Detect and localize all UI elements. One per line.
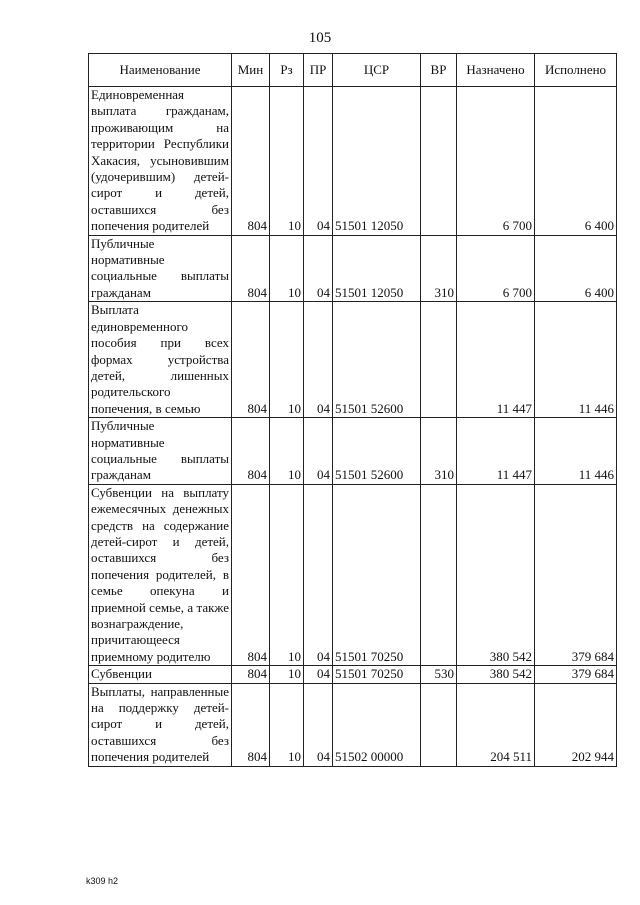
table-row (89, 87, 617, 236)
header-csr: ЦСР (333, 54, 421, 87)
header-pr: ПР (304, 54, 333, 87)
row-min: 804 (232, 235, 270, 302)
row-assigned: 380 542 (457, 666, 535, 683)
row-min: 804 (232, 683, 270, 766)
row-vr (421, 87, 457, 236)
row-vr: 310 (421, 418, 457, 485)
row-pr: 04 (304, 484, 333, 665)
table-row (89, 235, 617, 302)
row-csr: 51501 52600 (333, 302, 421, 418)
row-pr: 04 (304, 87, 333, 236)
row-rz: 10 (270, 484, 304, 665)
row-rz: 10 (270, 683, 304, 766)
row-executed: 11 446 (535, 418, 617, 485)
row-min: 804 (232, 302, 270, 418)
row-csr: 51501 12050 (333, 87, 421, 236)
row-vr: 530 (421, 666, 457, 683)
row-executed: 379 684 (535, 666, 617, 683)
row-executed: 6 400 (535, 87, 617, 236)
row-csr: 51501 52600 (333, 418, 421, 485)
row-assigned: 6 700 (457, 235, 535, 302)
row-rz: 10 (270, 418, 304, 485)
row-name: Публичные нормативные социальные выплаты гражданам (89, 418, 232, 485)
row-executed: 11 446 (535, 302, 617, 418)
row-assigned: 6 700 (457, 87, 535, 236)
row-executed: 6 400 (535, 235, 617, 302)
header-min: Мин (232, 54, 270, 87)
header-rz: Рз (270, 54, 304, 87)
row-csr: 51502 00000 (333, 683, 421, 766)
row-assigned: 11 447 (457, 418, 535, 485)
row-rz: 10 (270, 235, 304, 302)
row-min: 804 (232, 484, 270, 665)
table-row (89, 302, 617, 418)
row-name: Субвенции на выплату ежемесячных денежных средств на содержание детей-сирот и детей, оставшихся без попечения родителей, в семье опекуна и приемной семье, а также вознаграждение, причитающееся приемному родителю (89, 484, 232, 665)
row-rz: 10 (270, 666, 304, 683)
row-vr (421, 683, 457, 766)
table-header-row (89, 54, 617, 87)
row-min: 804 (232, 87, 270, 236)
row-name: Единовременная выплата гражданам, проживающим на территории Республики Хакасия, усыновившим (удочерившим) детей-сирот и детей, оставшихся без попечения родителей (89, 87, 232, 236)
row-rz: 10 (270, 302, 304, 418)
row-csr: 51501 12050 (333, 235, 421, 302)
row-min: 804 (232, 666, 270, 683)
row-executed: 379 684 (535, 484, 617, 665)
row-vr: 310 (421, 235, 457, 302)
table-row (89, 666, 617, 683)
row-executed: 202 944 (535, 683, 617, 766)
row-pr: 04 (304, 302, 333, 418)
row-rz: 10 (270, 87, 304, 236)
row-name: Субвенции (89, 666, 232, 683)
row-vr (421, 484, 457, 665)
row-pr: 04 (304, 235, 333, 302)
footer-code: k309 h2 (86, 876, 119, 886)
header-name: Наименование (89, 54, 232, 87)
table-row (89, 484, 617, 665)
header-vr: ВР (421, 54, 457, 87)
row-pr: 04 (304, 418, 333, 485)
header-executed: Исполнено (535, 54, 617, 87)
row-csr: 51501 70250 (333, 666, 421, 683)
row-name: Выплаты, направленные на поддержку детей-сирот и детей, оставшихся без попечения родителей (89, 683, 232, 766)
row-assigned: 11 447 (457, 302, 535, 418)
page-number: 105 (308, 30, 332, 46)
row-pr: 04 (304, 666, 333, 683)
row-csr: 51501 70250 (333, 484, 421, 665)
table-row (89, 683, 617, 766)
row-name: Выплата единовременного пособия при всех формах устройства детей, лишенных родительского попечения, в семью (89, 302, 232, 418)
row-assigned: 380 542 (457, 484, 535, 665)
row-vr (421, 302, 457, 418)
row-assigned: 204 511 (457, 683, 535, 766)
table-row (89, 418, 617, 485)
header-assigned: Назначено (457, 54, 535, 87)
row-pr: 04 (304, 683, 333, 766)
row-min: 804 (232, 418, 270, 485)
row-name: Публичные нормативные социальные выплаты гражданам (89, 235, 232, 302)
budget-table (88, 53, 617, 767)
